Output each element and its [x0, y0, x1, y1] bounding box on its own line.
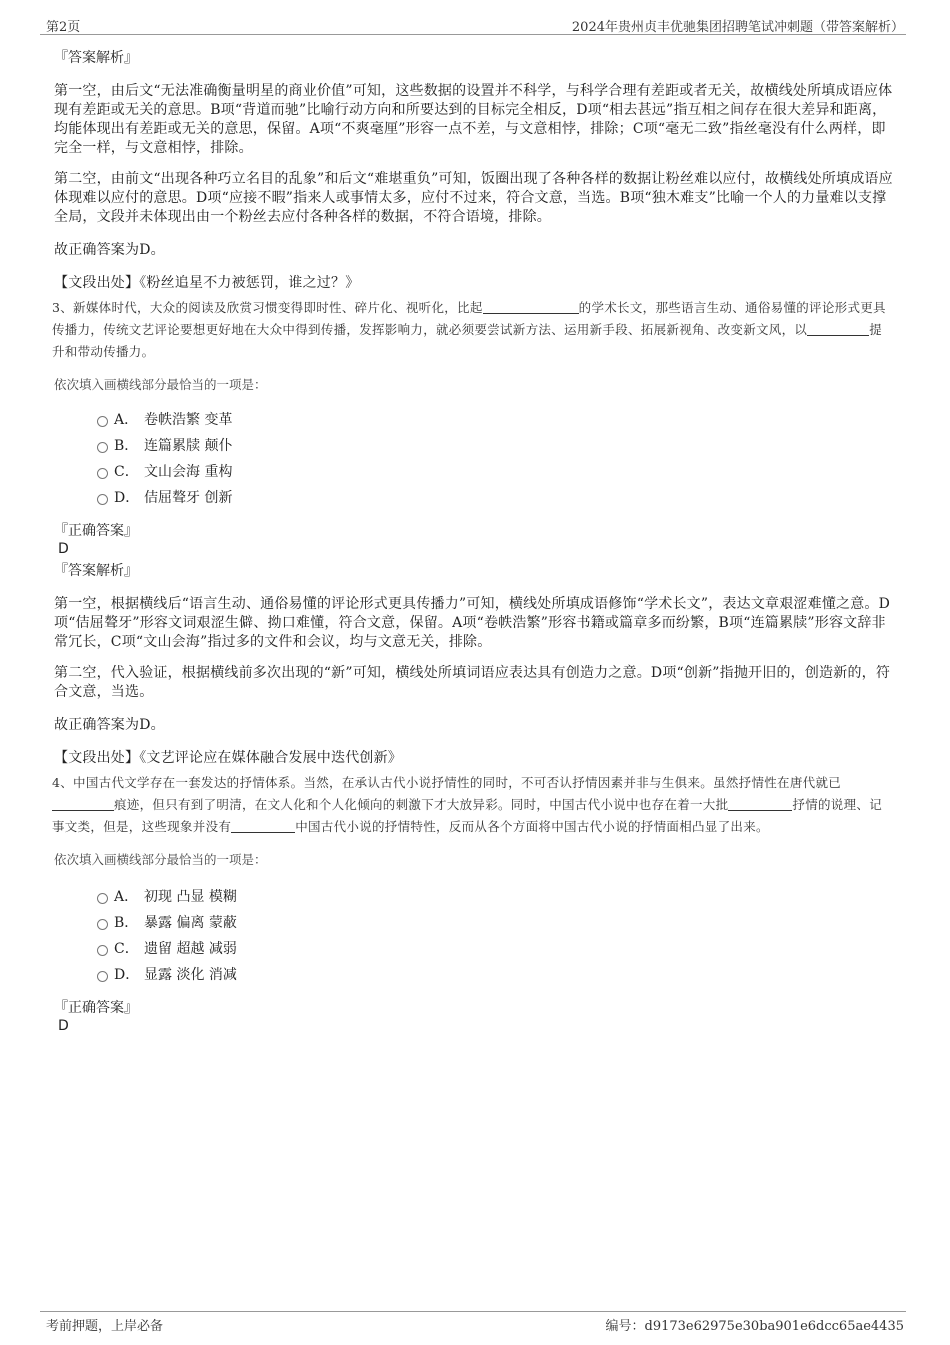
radio-button[interactable] [97, 945, 108, 956]
correct-answer-label: 『正确答案』 [54, 523, 138, 539]
document-title: 2024年贵州贞丰优驰集团招聘笔试冲刺题（带答案解析） [571, 20, 904, 35]
question-prompt: 依次填入画横线部分最恰当的一项是： [54, 377, 267, 392]
fill-blank [728, 796, 792, 811]
answer-options [54, 407, 894, 511]
fill-blank [483, 299, 579, 314]
answer-conclusion: 故正确答案为D。 [54, 242, 165, 258]
radio-button[interactable] [97, 442, 108, 453]
analysis-label: 『答案解析』 [54, 50, 138, 66]
option-a[interactable]: A． 初现 凸显 模糊 [54, 884, 894, 910]
correct-answer-label: 『正确答案』 [54, 1000, 138, 1016]
correct-answer: D [58, 541, 69, 557]
option-d[interactable]: D． 佶屈聱牙 创新 [54, 485, 894, 511]
analysis-paragraph: 第二空，由前文“出现各种巧立名目的乱象”和后文“难堪重负”可知，饭圈出现了各种各样的数据让粉丝难以应付，故横线处所填成语应体现难以应付的意思。D项“应接不暇”指来人或事情太多，应付不过来，符合文意，当选。B项“独木难支”比喻一个人的力量难以支撑全局，文段并未体现出由一个粉丝去应付各种各样的数据，不符合语境，排除。 [54, 171, 893, 225]
answer-conclusion: 故正确答案为D。 [54, 717, 165, 733]
radio-button[interactable] [97, 919, 108, 930]
analysis-paragraph: 第一空，根据横线后“语言生动、通俗易懂的评论形式更具传播力”可知，横线处所填成语修饰“学术长文”，表达文章艰涩难懂之意。D项“佶屈聱牙”形容文词艰涩生僻、拗口难懂，符合文意，保留。A项“卷帙浩繁”形容书籍或篇章多而纷繁，B项“连篇累牍”形容文辞非常冗长，C项“文山会海”指过多的文件和会议，均与文意无关，排除。 [54, 596, 891, 650]
answer-options [54, 884, 894, 988]
option-c[interactable]: C． 遗留 超越 减弱 [54, 936, 894, 962]
correct-answer: D [58, 1018, 69, 1034]
page-footer [40, 1311, 906, 1334]
radio-button[interactable] [97, 971, 108, 982]
option-b[interactable]: B． 连篇累牍 颠仆 [54, 433, 894, 459]
analysis-paragraph: 第二空，代入验证，根据横线前多次出现的“新”可知，横线处所填词语应表达具有创造力之意。D项“创新”指抛开旧的，创造新的，符合文意，当选。 [54, 665, 891, 700]
fill-blank [807, 321, 869, 336]
source-citation: 【文段出处】《文艺评论应在媒体融合发展中迭代创新》 [54, 750, 402, 766]
question-prompt: 依次填入画横线部分最恰当的一项是： [54, 852, 267, 867]
source-citation: 【文段出处】《粉丝追星不力被惩罚，谁之过？》 [54, 275, 360, 291]
fill-blank [52, 796, 114, 811]
page-content [54, 44, 894, 1034]
question-4-text: 4、中国古代文学存在一套发达的抒情体系。当然，在承认古代小说抒情性的同时，不可否认抒情因素并非与生俱来。虽然抒情性在唐代就已痕迹，但只有到了明清，在文人化和个人化倾向的刺激下才大放异彩。同时，中国古代小说中也存在着一大批 抒情的说理、记事文类，但是，这些现象并没有 中国古代小说的抒情特性，反而从各个方面将中国古代小说的抒情面相凸显了出来。 [52, 775, 883, 834]
analysis-label: 『答案解析』 [54, 563, 138, 579]
radio-button[interactable] [97, 416, 108, 427]
radio-button[interactable] [97, 494, 108, 505]
option-b[interactable]: B． 暴露 偏离 蒙蔽 [54, 910, 894, 936]
question-3-text: 3、新媒体时代，大众的阅读及欣赏习惯变得即时性、碎片化、视听化，比起 的学术长文，那些语言生动、通俗易懂的评论形式更具传播力，传统文艺评论要想更好地在大众中得到传播，发挥影响力，就必须要尝试新方法、运用新手段、拓展新视角、改变新文风，以 提升和带动传播力。 [52, 300, 886, 359]
page-header [40, 14, 906, 35]
option-d[interactable]: D． 显露 淡化 消减 [54, 962, 894, 988]
analysis-paragraph: 第一空，由后文“无法准确衡量明星的商业价值”可知，这些数据的设置并不科学，与科学合理有差距或者无关，故横线处所填成语应体现有差距或无关的意思。B项“背道而驰”比喻行动方向和所要达到的目标完全相反，D项“相去甚远”指互相之间存在很大差异和距离，均能体现出有差距或无关的意思，保留。A项“不爽毫厘”形容一点不差，与文意相悖，排除；C项“毫无二致”指丝毫没有什么两样，即完全一样，与文意相悖，排除。 [54, 83, 893, 156]
fill-blank [231, 818, 295, 833]
radio-button[interactable] [97, 468, 108, 479]
option-a[interactable]: A． 卷帙浩繁 变革 [54, 407, 894, 433]
document-id: 编号：d9173e62975e30ba901e6dcc65ae4435 [605, 1319, 904, 1334]
radio-button[interactable] [97, 893, 108, 904]
footer-slogan: 考前押题，上岸必备 [46, 1319, 164, 1334]
option-c[interactable]: C． 文山会海 重构 [54, 459, 894, 485]
page-number: 第2页 [46, 20, 81, 35]
